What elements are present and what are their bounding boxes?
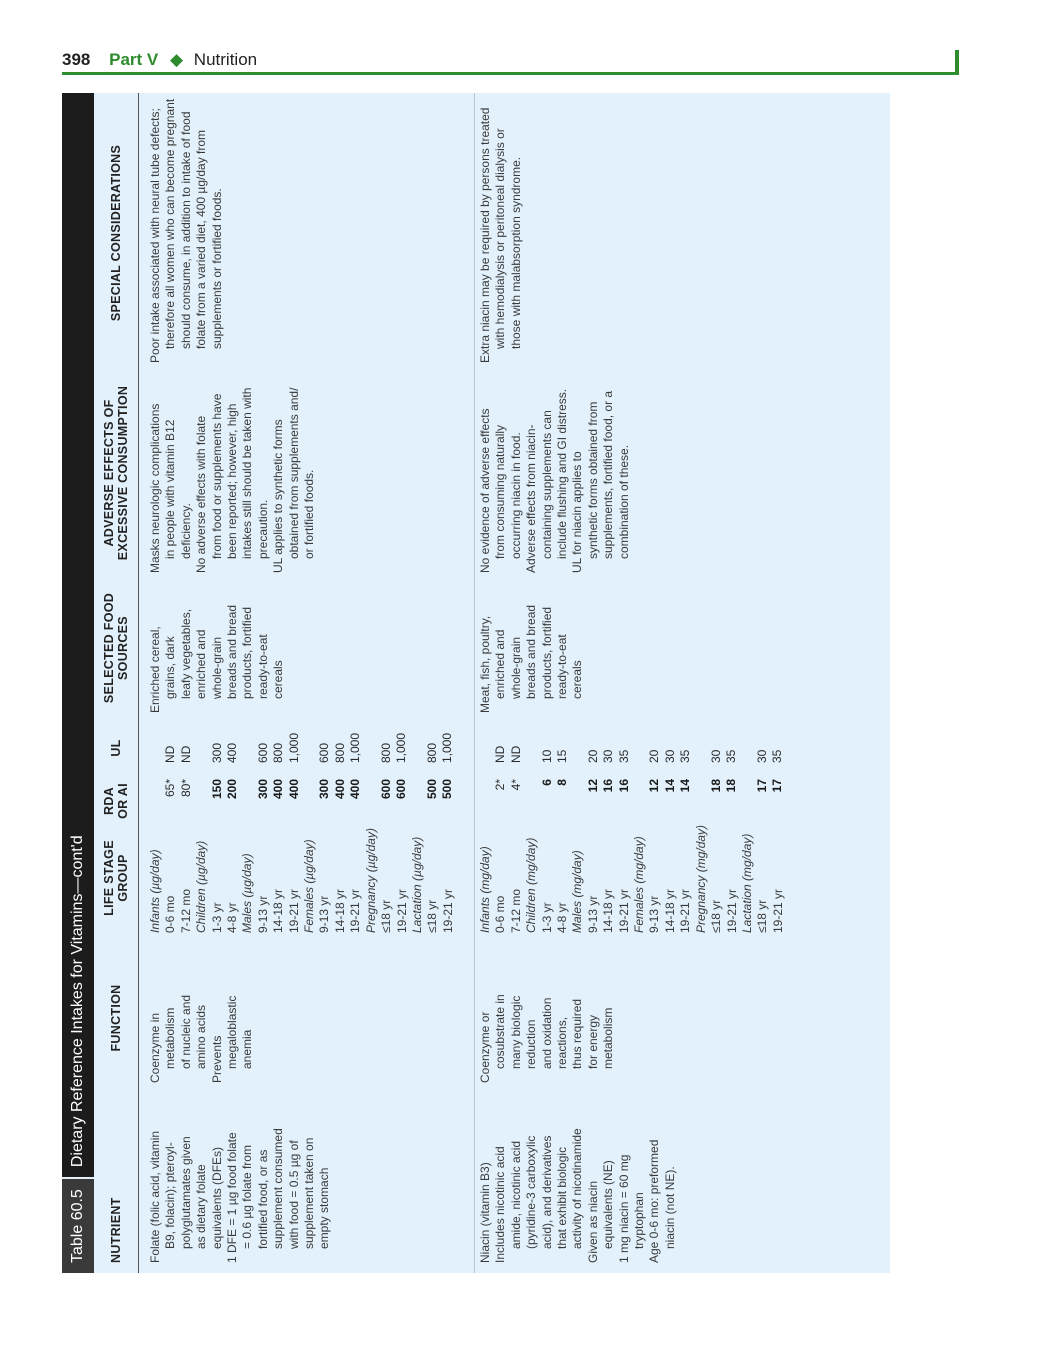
folate-function: Coenzyme in metabolism of nucleic and amino acids Prevents megaloblastic anemia — [148, 994, 255, 1083]
header-rda: RDA OR AI — [101, 783, 130, 819]
header-food-sources: SELECTED FOOD SOURCES — [101, 592, 130, 704]
niacin-adverse-effects: No evidence of adverse effects from consuming naturally occurring niacin in food. Adverse effects from niacin- containing supplements can include flushing and GI distress. UL for niacin applies to synthetic forms obtained from supplements, fortified food, or a combination of these. — [478, 388, 631, 573]
folate-food-sources: Enriched cereal, grains, dark leafy vegetables, enriched and whole-grain breads and bread products, fortified ready-to-eat cereals — [148, 604, 286, 713]
niacin-food-sources: Meat, fish, poultry, enriched and whole-grain breads and bread products, fortified ready-to-eat cereals — [478, 604, 585, 713]
diamond-icon: ◆ — [169, 50, 184, 69]
folate-adverse-effects: Masks neurologic complications in people with vitamin B12 deficiency. No adverse effects with folate from food or supplements have been reported; however, high intakes still should be taken with precaution. UL applies to synthetic forms obtained from supplements and/ or fortified foods. — [148, 387, 317, 573]
folate-rda: 65* 80* 150 200 300 400 400 300 400 400 600 600 500 500 — [163, 779, 455, 800]
part-label: Part V — [109, 50, 159, 69]
folate-nutrient: Folate (folic acid, vitamin B9, folacin); pteroyl- polyglutamates given as dietary folate equivalents (DFEs) 1 DFE = 1 µg food folate = 0.6 µg folate from fortified food, or as supplement consumed with food = 0.5 µg of supplement taken on empty stomach — [148, 1128, 332, 1263]
header-nutrient: NUTRIENT — [108, 1197, 123, 1263]
folate-life-stage: Infants (µg/day) 0-6 mo 7-12 mo Children (µg/day) 1-3 yr 4-8 yr Males (µg/day) 9-13 yr 14-18 yr 19-21 yr Females (µg/day) 9-13 yr 14-18 yr 19-21 yr Pregnancy (µg/day) ≤18 yr 19-21 yr Lactation (µg/day) ≤18 yr 19-21 yr — [148, 828, 455, 933]
folate-special-considerations: Poor intake associated with neural tube defects; therefore all women who can become pregnant should consume, in addition to intake of food folate from a varied diet, 400 µg/day from supplements or fortified foods. — [148, 98, 224, 363]
header-adverse-effects: ADVERSE EFFECTS OF EXCESSIVE CONSUMPTION — [101, 385, 130, 561]
running-header — [62, 50, 257, 70]
niacin-rda: 2* 4* 6 8 12 16 16 12 14 14 18 18 17 17 — [493, 779, 785, 793]
folate-ul: ND ND 300 400 600 800 1,000 600 800 1,000 800 1,000 800 1,000 — [163, 732, 455, 763]
header-special-considerations: SPECIAL CONSIDERATIONS — [108, 144, 123, 322]
header-divider — [138, 93, 139, 1273]
header-function: FUNCTION — [108, 984, 123, 1052]
niacin-ul: ND ND 10 15 20 30 35 20 30 35 30 35 30 35 — [493, 745, 785, 763]
table-caption — [62, 93, 94, 1273]
table-title: Dietary Reference Intakes for Vitamins—cont'd — [69, 835, 86, 1168]
niacin-special-considerations: Extra niacin may be required by persons treated with hemodialysis or peritoneal dialysis or those with malabsorption syndrome. — [478, 107, 523, 363]
niacin-nutrient: Niacin (vitamin B3) Includes nicotinic acid amide, nicotinic acid (pyridine-3 carboxylic acid), and derivatives that exhibit biologic activity of nicotinamide Given as niacin equivalents (NE) 1 mg niacin = 60 mg tryptophan Age 0-6 mo: preformed niacin (not NE). — [478, 1128, 677, 1263]
niacin-life-stage: Infants (mg/day) 0-6 mo 7-12 mo Children (mg/day) 1-3 yr 4-8 yr Males (mg/day) 9-13 yr 14-18 yr 19-21 yr Females (mg/day) 9-13 yr 14-18 yr 19-21 yr Pregnancy (mg/day) ≤18 yr 19-21 yr Lactation (mg/day) ≤18 yr 19-21 yr — [478, 824, 785, 933]
vitamin-table — [62, 93, 890, 1273]
header-life-stage: LIFE STAGE GROUP — [101, 840, 130, 916]
header-ul: UL — [108, 739, 123, 757]
table-number: Table 60.5 — [62, 1177, 94, 1273]
row-divider — [474, 93, 475, 1273]
header-rule — [62, 72, 958, 75]
section-label: Nutrition — [193, 50, 258, 69]
page-number: 398 — [62, 50, 91, 69]
niacin-function: Coenzyme or cosubstrate in many biologic reduction and oxidation reactions, thus required for energy metabolism — [478, 994, 616, 1083]
header-rule-tick — [955, 50, 959, 75]
